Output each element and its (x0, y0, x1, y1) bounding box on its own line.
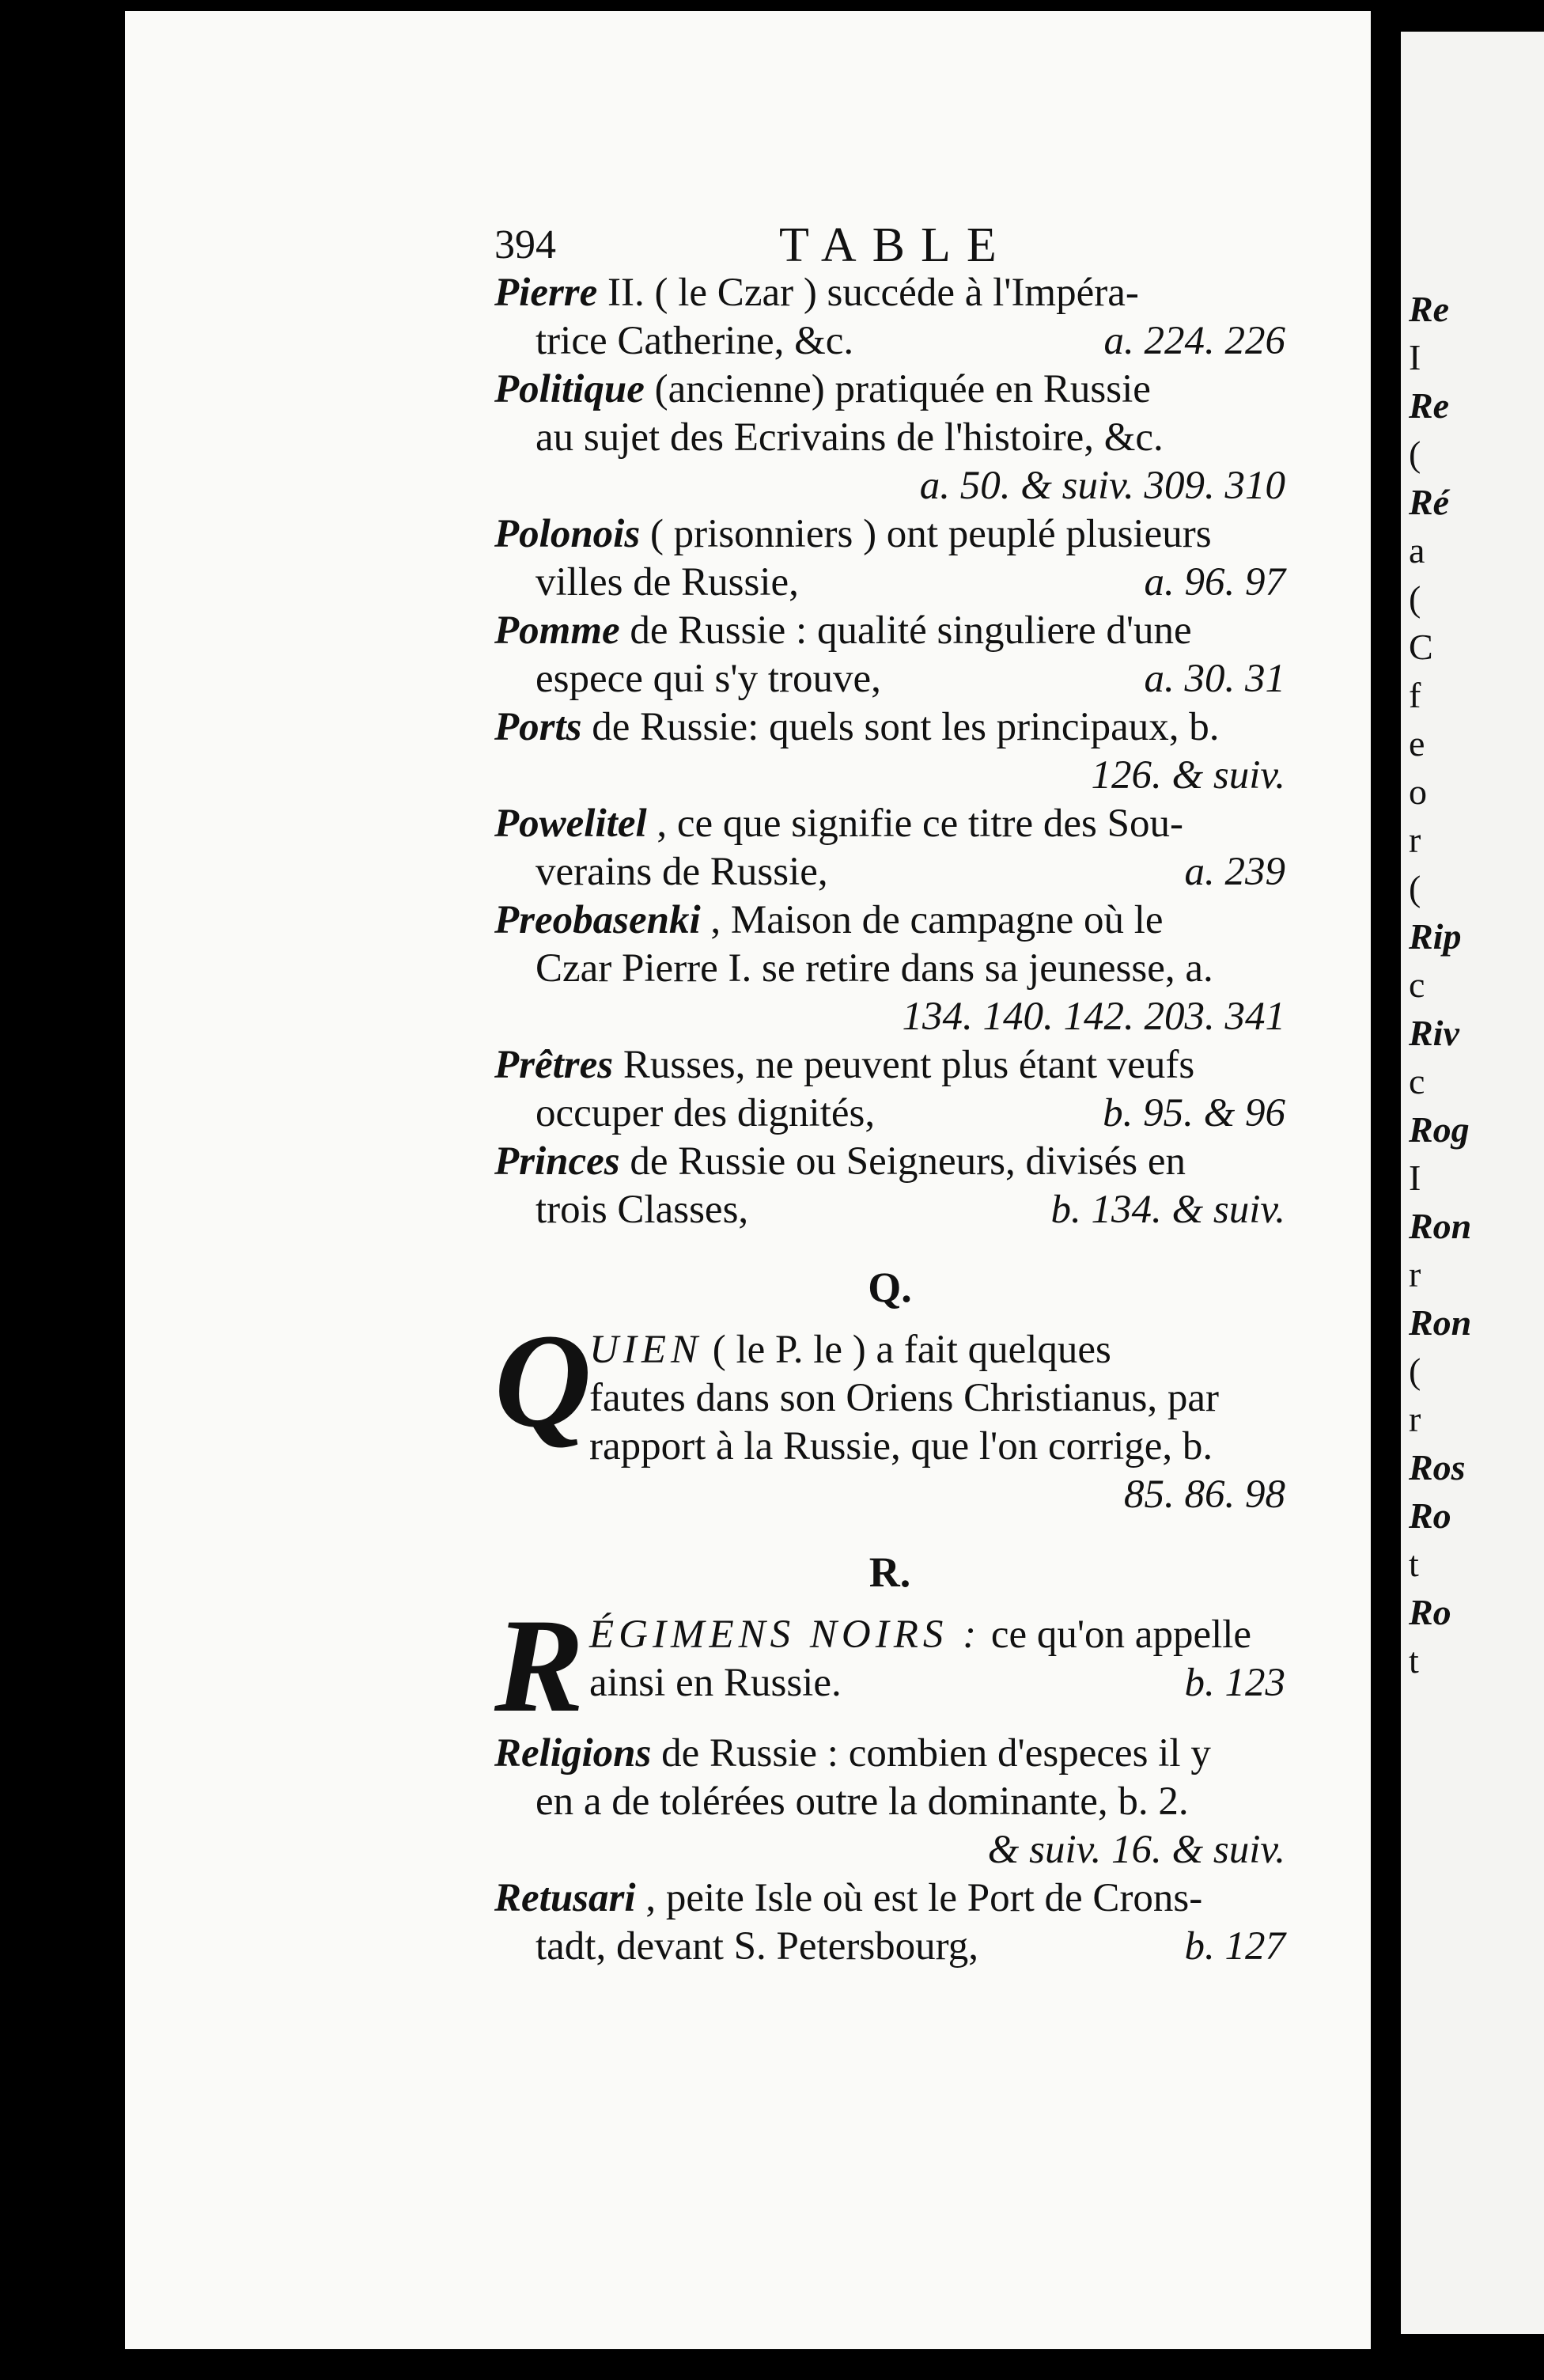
entry-regimens (494, 1591, 1285, 1740)
section-letter-q: Q. (868, 1264, 912, 1311)
right-page-fragment: Ro (1409, 1592, 1451, 1632)
entry-text: ( prisonniers ) ont peuplé plusieurs (649, 512, 1212, 556)
right-page-fragment: Ré (1409, 482, 1450, 522)
right-page-fragment: Riv (1409, 1013, 1459, 1053)
entry-first-line (494, 607, 1285, 655)
entry-head: Powelitel (494, 802, 647, 846)
right-page-fragment: r (1409, 820, 1421, 860)
entry-ref: 126. & suiv. (1091, 753, 1285, 798)
entry-text: de Russie: quels sont les principaux, b. (592, 705, 1220, 749)
running-title: TABLE (779, 218, 1012, 272)
entry-first-line (494, 366, 1285, 414)
entry-continuation: en a de tolérées outre la dominante, b. 2. (535, 1779, 1189, 1824)
index-entry (494, 607, 1285, 703)
entry-head: UIEN (589, 1328, 702, 1372)
book-gutter (1371, 16, 1401, 2350)
entry-head: Prêtres (494, 1043, 614, 1087)
right-page-fragment: r (1409, 1254, 1421, 1294)
entry-text: II. ( le Czar ) succéde à l'Impéra- (607, 271, 1139, 315)
entry-ref: & suiv. 16. & suiv. (987, 1828, 1285, 1872)
entry-continuation: occuper des dignités, (535, 1091, 876, 1135)
right-page-fragment: c (1409, 1061, 1425, 1101)
entry-continuation: villes de Russie, (535, 560, 799, 604)
entry-ref: 134. 140. 142. 203. 341 (902, 995, 1285, 1039)
entry-head: Ports (494, 705, 582, 749)
right-page-fragment: Re (1409, 385, 1450, 426)
entries-r (494, 1730, 1285, 1971)
page-number: 394 (494, 222, 556, 267)
dropcap-r: R (494, 1591, 585, 1740)
entry-continuation: trice Catherine, &c. (535, 319, 854, 363)
right-page-fragment: t (1409, 1544, 1419, 1584)
entry-text: de Russie : qualité singuliere d'une (630, 608, 1192, 653)
entry-head: Princes (494, 1139, 620, 1184)
entry-ref: a. 30. 31 (1144, 657, 1285, 701)
entry-first-line (494, 1138, 1285, 1186)
right-page-fragment: ( (1409, 434, 1421, 474)
entry-line: rapport à la Russie, que l'on corrige, b. (589, 1424, 1213, 1469)
entry-head: Politique (494, 367, 645, 411)
right-page-fragment: f (1409, 675, 1421, 715)
entry-continuation: trois Classes, (535, 1188, 749, 1232)
entries-p (494, 269, 1285, 1234)
entry-text: , Maison de campagne où le (710, 898, 1164, 942)
right-page-fragment: ( (1409, 1351, 1421, 1391)
right-page-fragment: Ros (1409, 1447, 1466, 1488)
entry-ref: a. 224. 226 (1103, 319, 1285, 363)
entry-head: Pierre (494, 271, 598, 315)
index-entry (494, 800, 1285, 896)
entry-quien (494, 1306, 1285, 1519)
entry-first-line (494, 896, 1285, 945)
entry-first-line (494, 1730, 1285, 1778)
entry-ref: b. 127 (1184, 1924, 1285, 1969)
index-entries (494, 269, 1285, 1971)
index-entry (494, 366, 1285, 510)
section-letter-r: R. (868, 1548, 911, 1596)
entry-continuation: Czar Pierre I. se retire dans sa jeunesse, a. (535, 946, 1213, 991)
index-entry (494, 703, 1285, 800)
entry-first-line (494, 703, 1285, 752)
right-page-fragment: I (1409, 1158, 1421, 1198)
right-page-fragments (1401, 32, 1544, 1685)
index-entry (494, 1730, 1285, 1874)
entry-text: , ce que signifie ce titre des Sou- (657, 802, 1183, 846)
entry-head: ÉGIMENS NOIRS : (589, 1613, 982, 1657)
right-page-fragment: Re (1409, 289, 1450, 329)
entry-line: ainsi en Russie. (589, 1661, 842, 1705)
entry-text: Russes, ne peuvent plus étant veufs (623, 1043, 1195, 1087)
right-page-fragment: Rip (1409, 916, 1462, 957)
entry-first-line (494, 510, 1285, 559)
index-entry (494, 269, 1285, 366)
entry-head: Polonois (494, 512, 641, 556)
right-page-fragment: I (1409, 337, 1421, 377)
entry-head: Preobasenki (494, 898, 701, 942)
entry-head: Retusari (494, 1876, 636, 1920)
entry-ref: a. 239 (1184, 850, 1285, 894)
right-page-fragment: o (1409, 771, 1427, 812)
entry-text: ( le P. le ) a fait quelques (712, 1328, 1111, 1372)
entry-ref: b. 95. & 96 (1103, 1091, 1285, 1135)
right-page-fragment: a (1409, 530, 1425, 570)
index-entry (494, 1041, 1285, 1138)
entry-ref: a. 96. 97 (1144, 560, 1285, 604)
entry-head: Religions (494, 1731, 652, 1776)
right-page-fragment: r (1409, 1399, 1421, 1439)
index-entry (494, 1874, 1285, 1971)
entry-first-line (494, 1041, 1285, 1090)
entry-continuation: espece qui s'y trouve, (535, 657, 881, 701)
right-page-fragment: Ro (1409, 1495, 1451, 1536)
right-page-fragment: e (1409, 723, 1425, 764)
right-page-fragment: c (1409, 965, 1425, 1005)
entry-first-line (494, 1874, 1285, 1923)
index-entry (494, 1138, 1285, 1234)
entry-text: de Russie : combien d'especes il y (661, 1731, 1211, 1776)
entry-continuation: tadt, devant S. Petersbourg, (535, 1924, 978, 1969)
entry-text: (ancienne) pratiquée en Russie (654, 367, 1151, 411)
entry-text: de Russie ou Seigneurs, divisés en (630, 1139, 1186, 1184)
entry-ref: a. 50. & suiv. 309. 310 (919, 464, 1285, 508)
right-page-fragment: Ron (1409, 1206, 1472, 1246)
right-page-fragment: ( (1409, 578, 1421, 619)
right-page-fragment: C (1409, 627, 1433, 667)
entry-continuation: verains de Russie, (535, 850, 828, 894)
index-entry (494, 510, 1285, 607)
entry-text: ce qu'on appelle (990, 1613, 1252, 1657)
entry-ref: 85. 86. 98 (1124, 1472, 1285, 1517)
entry-head: Pomme (494, 608, 620, 653)
right-page-fragment: Rog (1409, 1109, 1470, 1150)
entry-text: , peite Isle où est le Port de Crons- (645, 1876, 1203, 1920)
entry-ref: b. 123 (1184, 1661, 1285, 1705)
page-header (494, 214, 1285, 277)
right-page-fragment: ( (1409, 868, 1421, 908)
entry-line: fautes dans son Oriens Christianus, par (589, 1376, 1220, 1420)
entry-ref: b. 134. & suiv. (1050, 1188, 1285, 1232)
index-entry (494, 896, 1285, 1041)
entry-continuation: au sujet des Ecrivains de l'histoire, &c. (535, 415, 1164, 460)
entry-first-line (494, 269, 1285, 317)
right-page-fragment: Ron (1409, 1302, 1472, 1343)
dropcap-q: Q (494, 1306, 592, 1455)
right-page-edge (1401, 32, 1544, 2334)
entry-first-line (494, 800, 1285, 848)
right-page-fragment: t (1409, 1640, 1419, 1681)
